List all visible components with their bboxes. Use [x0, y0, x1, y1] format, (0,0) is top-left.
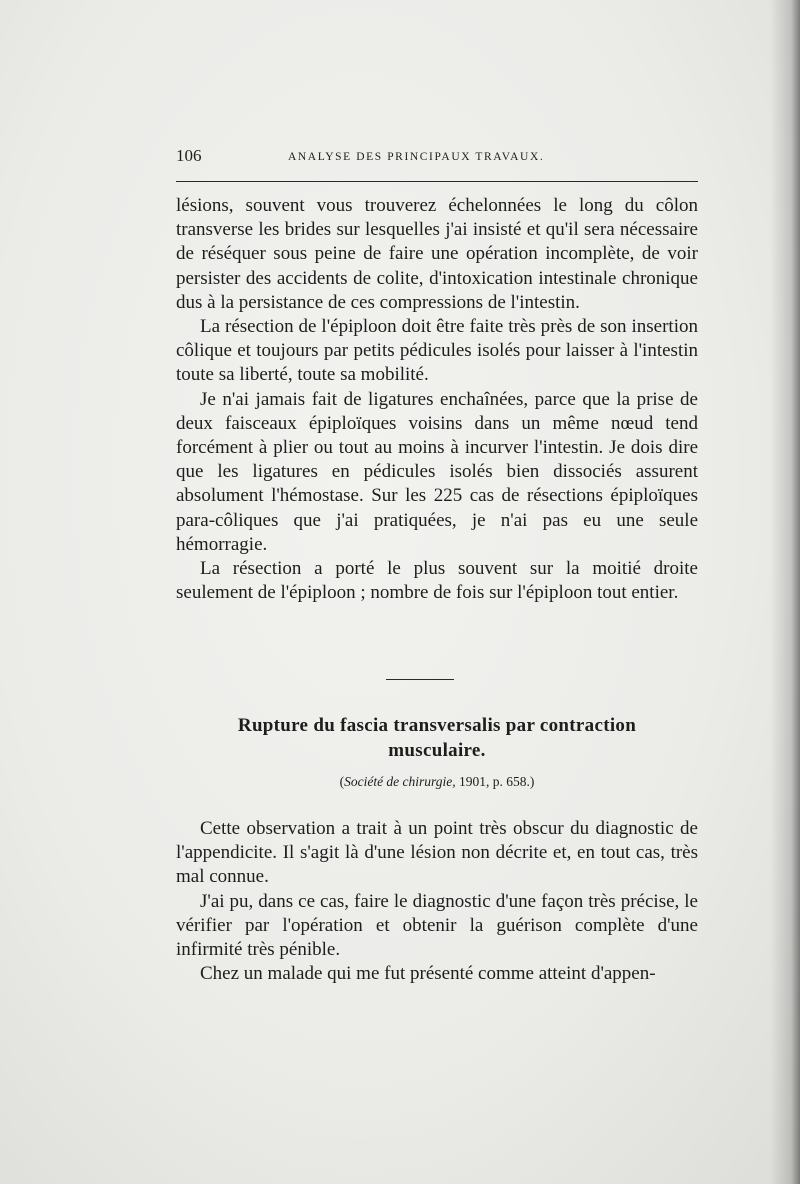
paragraph: Je n'ai jamais fait de ligatures enchaînées, parce que la prise de deux faisceaux épiploïques voisins dans un même nœud tend forcément à plier ou tout au moins à incurver l'intestin. Je dois dire que les ligatures en pédicules isolés bien dissociés assurent absolument l'hémostase. Sur les 225 cas de résections épiploïques para-côliques que j'ai pratiquées, je n'ai pas eu une seule hémorragie.	[176, 388, 698, 555]
citation: (Société de chirurgie, 1901, p. 658.)	[339, 774, 535, 789]
paragraph: J'ai pu, dans ce cas, faire le diagnostic d'une façon très précise, le vérifier par l'opération et obtenir la guérison complète d'une infirmité très pénible.	[176, 890, 698, 961]
section-title-line: Rupture du fascia transversalis par contraction	[237, 715, 637, 736]
citation-details: 1901, p. 658.	[459, 774, 530, 789]
section-body-text	[176, 817, 698, 986]
header-rule	[176, 181, 698, 182]
body-text	[176, 194, 698, 605]
paragraph: La résection a porté le plus souvent sur la moitié droite seulement de l'épiploon ; nombre de fois sur l'épiploon tout entier.	[176, 558, 698, 604]
paragraph: La résection de l'épiploon doit être faite très près de son insertion côlique et toujours par petits pédicules isolés pour laisser à l'intestin toute sa liberté, toute sa mobilité.	[176, 316, 698, 386]
section-title-line: musculaire.	[388, 740, 486, 761]
citation-journal: Société de chirurgie,	[344, 774, 456, 789]
section-separator	[386, 679, 454, 680]
paragraph: Cette observation a trait à un point très obscur du diagnostic de l'appendicite. Il s'agit là d'une lésion non décrite et, en tout cas, très mal connue.	[176, 818, 698, 888]
page-number: 106	[176, 146, 202, 165]
running-head	[176, 146, 698, 172]
paragraph: lésions, souvent vous trouverez échelonnées le long du côlon transverse les brides sur lesquelles j'ai insisté et qu'il sera nécessaire de réséquer sous peine de faire une opération incomplète, de voir persister des accidents de colite, d'intoxication intestinale chronique dus à la persistance de ces compressions de l'intestin.	[176, 195, 698, 313]
section-title	[176, 713, 698, 763]
paragraph: Chez un malade qui me fut présenté comme atteint d'appen-	[200, 963, 656, 985]
page-edge-shadow	[770, 0, 800, 1184]
running-title: ANALYSE DES PRINCIPAUX TRAVAUX.	[288, 151, 545, 163]
